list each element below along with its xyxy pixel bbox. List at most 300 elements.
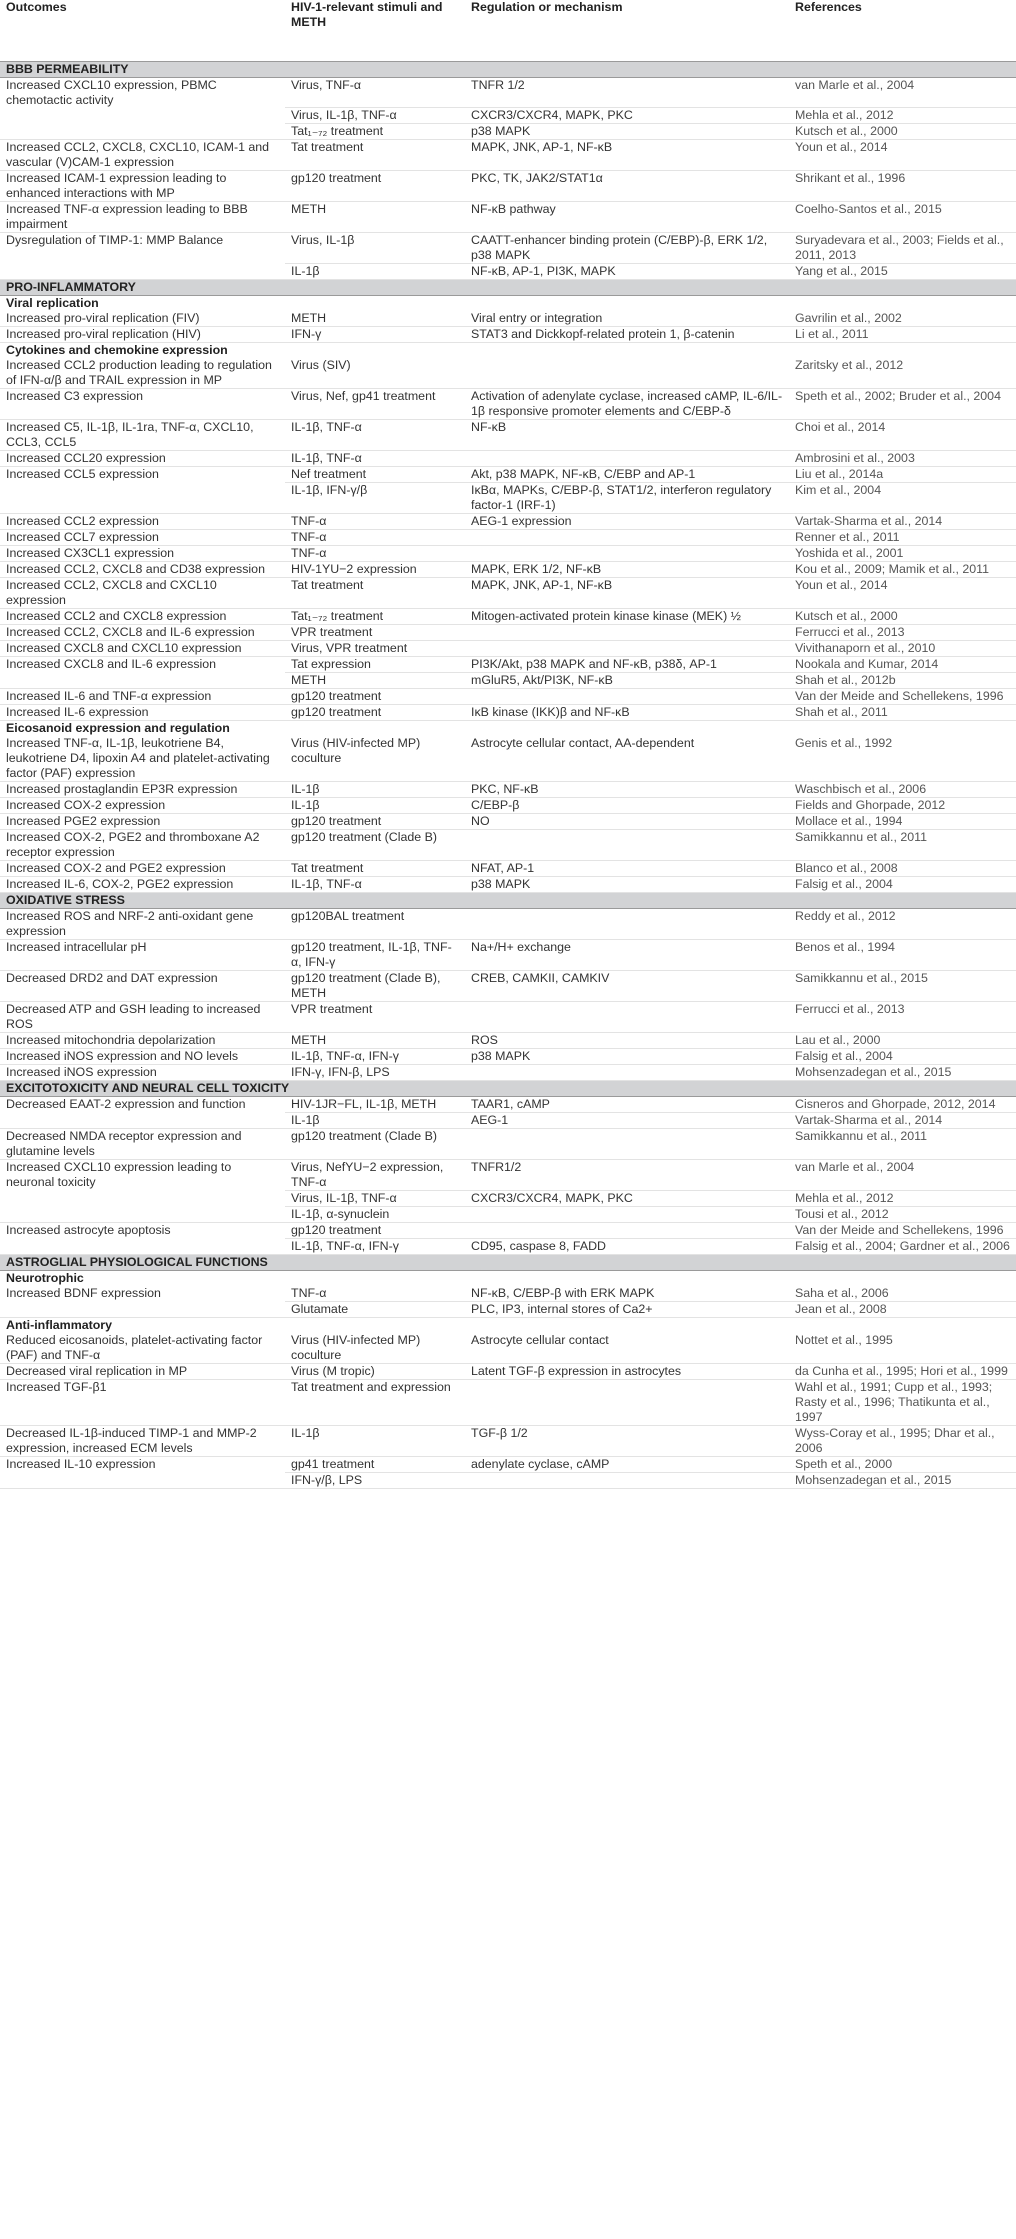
outcome-cell: Decreased viral replication in MP — [0, 1364, 285, 1380]
stimuli-cell: Virus (HIV-infected MP) coculture — [285, 736, 465, 782]
mechanism-cell — [465, 625, 789, 641]
reference-cell: Mohsenzadegan et al., 2015 — [789, 1065, 1016, 1081]
section-title: EXCITOTOXICITY AND NEURAL CELL TOXICITY — [0, 1081, 1016, 1097]
table-row — [0, 1473, 1016, 1489]
outcome-cell: Decreased IL-1β-induced TIMP-1 and MMP-2 expression, increased ECM levels — [0, 1426, 285, 1457]
table-row — [0, 1239, 1016, 1255]
reference-cell: Renner et al., 2011 — [789, 530, 1016, 546]
reference-cell: Speth et al., 2000 — [789, 1457, 1016, 1473]
subsection-title: Viral replication — [6, 296, 99, 310]
reference-cell: Waschbisch et al., 2006 — [789, 782, 1016, 798]
table-row — [0, 736, 1016, 782]
reference-cell: Kutsch et al., 2000 — [789, 609, 1016, 625]
mechanism-cell — [465, 1473, 789, 1489]
outcome-cell: Dysregulation of TIMP-1: MMP Balance — [6, 233, 224, 247]
reference-cell: Zaritsky et al., 2012 — [789, 358, 1016, 389]
table-row — [0, 546, 1016, 562]
reference-cell: Fields and Ghorpade, 2012 — [789, 798, 1016, 814]
reference-cell: Coelho-Santos et al., 2015 — [789, 202, 1016, 233]
reference-cell: Kutsch et al., 2000 — [789, 124, 1016, 140]
table-row — [0, 1223, 1016, 1239]
outcome-cell: Increased C3 expression — [0, 389, 285, 420]
reference-cell: Vartak-Sharma et al., 2014 — [789, 514, 1016, 530]
mechanism-cell: NF-κB, C/EBP-β with ERK MAPK — [465, 1286, 789, 1302]
subsection-header-row — [0, 721, 1016, 737]
mechanism-cell: p38 MAPK — [465, 1049, 789, 1065]
table-row — [0, 1049, 1016, 1065]
outcome-cell: Increased iNOS expression and NO levels — [0, 1049, 285, 1065]
stimuli-cell: Virus (HIV-infected MP) coculture — [285, 1333, 465, 1364]
table-row — [0, 609, 1016, 625]
table-row — [0, 877, 1016, 893]
reference-cell: Ferrucci et al., 2013 — [789, 1002, 1016, 1033]
outcome-cell: Increased CCL5 expression — [6, 467, 159, 481]
table-row — [0, 1364, 1016, 1380]
stimuli-cell: IL-1β, TNF-α — [285, 451, 465, 467]
table-row — [0, 264, 1016, 280]
stimuli-cell: gp41 treatment — [285, 1457, 465, 1473]
reference-cell: Cisneros and Ghorpade, 2012, 2014 — [789, 1097, 1016, 1113]
mechanism-cell: AEG-1 expression — [465, 514, 789, 530]
stimuli-cell: Virus, VPR treatment — [285, 641, 465, 657]
outcome-cell: Increased C5, IL-1β, IL-1ra, TNF-α, CXCL10, CCL3, CCL5 — [0, 420, 285, 451]
outcome-cell: Increased CCL2 expression — [0, 514, 285, 530]
stimuli-cell: IL-1β — [285, 1113, 465, 1129]
mechanism-cell — [465, 1129, 789, 1160]
table-row — [0, 861, 1016, 877]
header-references: References — [789, 0, 1016, 61]
stimuli-cell: IL-1β — [285, 798, 465, 814]
outcome-cell: Increased pro-viral replication (FIV) — [0, 311, 285, 327]
outcome-cell — [0, 1473, 285, 1489]
reference-cell: Nookala and Kumar, 2014 — [789, 657, 1016, 673]
table-row — [0, 1097, 1016, 1113]
stimuli-cell: gp120 treatment (Clade B) — [285, 1129, 465, 1160]
table-row — [0, 233, 1016, 264]
table-row — [0, 1065, 1016, 1081]
section-header-row — [0, 1255, 1016, 1271]
stimuli-cell: Nef treatment — [285, 467, 465, 483]
outcome-cell: Decreased EAAT-2 expression and function — [6, 1097, 246, 1111]
reference-cell: Liu et al., 2014a — [789, 467, 1016, 483]
mechanism-cell: CREB, CAMKII, CAMKIV — [465, 971, 789, 1002]
stimuli-cell: gp120BAL treatment — [285, 909, 465, 940]
table-row — [0, 1207, 1016, 1223]
section-title: ASTROGLIAL PHYSIOLOGICAL FUNCTIONS — [0, 1255, 1016, 1271]
mechanism-cell: p38 MAPK — [465, 877, 789, 893]
mechanism-cell: CAATT-enhancer binding protein (C/EBP)-β, ERK 1/2, p38 MAPK — [465, 233, 789, 264]
table-row — [0, 1113, 1016, 1129]
reference-cell: Shrikant et al., 1996 — [789, 171, 1016, 202]
outcome-cell: Decreased DRD2 and DAT expression — [0, 971, 285, 1002]
stimuli-cell: Tat treatment and expression — [285, 1380, 465, 1426]
table-row — [0, 202, 1016, 233]
mechanism-cell — [465, 1223, 789, 1239]
mechanism-cell: Astrocyte cellular contact — [465, 1333, 789, 1364]
table-row — [0, 1380, 1016, 1426]
stimuli-cell: gp120 treatment — [285, 814, 465, 830]
subsection-title: Eicosanoid expression and regulation — [6, 721, 230, 735]
mechanism-cell: mGluR5, Akt/PI3K, NF-κB — [465, 673, 789, 689]
reference-cell: van Marle et al., 2004 — [789, 1160, 1016, 1191]
reference-cell: Choi et al., 2014 — [789, 420, 1016, 451]
reference-cell: Van der Meide and Schellekens, 1996 — [789, 1223, 1016, 1239]
table-row — [0, 782, 1016, 798]
table-row — [0, 530, 1016, 546]
reference-cell: Samikkannu et al., 2015 — [789, 971, 1016, 1002]
reference-cell: Yoshida et al., 2001 — [789, 546, 1016, 562]
table-row — [0, 940, 1016, 971]
table-row — [0, 705, 1016, 721]
mechanism-cell: NO — [465, 814, 789, 830]
reference-cell: Genis et al., 1992 — [789, 736, 1016, 782]
stimuli-cell: HIV-1YU−2 expression — [285, 562, 465, 578]
mechanism-cell: PKC, TK, JAK2/STAT1α — [465, 171, 789, 202]
stimuli-cell: Virus (M tropic) — [285, 1364, 465, 1380]
table-row — [0, 358, 1016, 389]
reference-cell: van Marle et al., 2004 — [789, 77, 1016, 108]
table-row — [0, 1302, 1016, 1318]
subsection-title: Cytokines and chemokine expression — [6, 343, 228, 357]
stimuli-cell: gp120 treatment — [285, 705, 465, 721]
outcome-cell — [0, 673, 285, 689]
stimuli-cell: Tat treatment — [285, 578, 465, 609]
outcome-cell: Increased pro-viral replication (HIV) — [0, 327, 285, 343]
section-header-row — [0, 893, 1016, 909]
table-row — [0, 514, 1016, 530]
stimuli-cell: IL-1β, TNF-α, IFN-γ — [285, 1239, 465, 1255]
stimuli-cell: gp120 treatment (Clade B), METH — [285, 971, 465, 1002]
reference-cell: Ambrosini et al., 2003 — [789, 451, 1016, 467]
stimuli-cell: Virus, IL-1β, TNF-α — [285, 1191, 465, 1207]
stimuli-cell: IL-1β, IFN-γ/β — [285, 483, 465, 514]
outcome-cell: Increased TGF-β1 — [0, 1380, 285, 1426]
stimuli-cell: VPR treatment — [285, 625, 465, 641]
reference-cell: Kou et al., 2009; Mamik et al., 2011 — [789, 562, 1016, 578]
reference-cell: Youn et al., 2014 — [789, 140, 1016, 171]
header-stimuli: HIV-1-relevant stimuli and METH — [285, 0, 465, 61]
outcome-cell: Increased CCL2, CXCL8 and CXCL10 expression — [0, 578, 285, 609]
stimuli-cell: METH — [285, 673, 465, 689]
mechanism-cell — [465, 830, 789, 861]
stimuli-cell: HIV-1JR−FL, IL-1β, METH — [285, 1097, 465, 1113]
table-row — [0, 673, 1016, 689]
mechanism-cell — [465, 546, 789, 562]
table-body — [0, 61, 1016, 1489]
mechanism-cell: NFAT, AP-1 — [465, 861, 789, 877]
stimuli-cell: Virus (SIV) — [285, 358, 465, 389]
mechanism-cell: Activation of adenylate cyclase, increased cAMP, IL-6/IL-1β responsive promoter elements and C/EBP-δ — [465, 389, 789, 420]
outcome-cell: Increased iNOS expression — [0, 1065, 285, 1081]
mechanism-cell: Viral entry or integration — [465, 311, 789, 327]
mechanism-cell: PLC, IP3, internal stores of Ca2+ — [465, 1302, 789, 1318]
reference-cell: da Cunha et al., 1995; Hori et al., 1999 — [789, 1364, 1016, 1380]
mechanism-cell — [465, 1207, 789, 1223]
stimuli-cell: gp120 treatment, IL-1β, TNF-α, IFN-γ — [285, 940, 465, 971]
mechanism-cell: C/EBP-β — [465, 798, 789, 814]
table-row — [0, 389, 1016, 420]
reference-cell: Reddy et al., 2012 — [789, 909, 1016, 940]
table-row — [0, 124, 1016, 140]
reference-cell: Yang et al., 2015 — [789, 264, 1016, 280]
outcome-cell: Increased CXCL8 and IL-6 expression — [6, 657, 217, 671]
mechanism-cell: Mitogen-activated protein kinase kinase (MEK) ½ — [465, 609, 789, 625]
mechanism-cell — [465, 451, 789, 467]
table-row — [0, 578, 1016, 609]
stimuli-cell: VPR treatment — [285, 1002, 465, 1033]
stimuli-cell: TNF-α — [285, 546, 465, 562]
outcome-cell: Increased CXCL8 and CXCL10 expression — [0, 641, 285, 657]
stimuli-cell: IL-1β, α-synuclein — [285, 1207, 465, 1223]
stimuli-cell: METH — [285, 1033, 465, 1049]
reference-cell: Youn et al., 2014 — [789, 578, 1016, 609]
reference-cell: Benos et al., 1994 — [789, 940, 1016, 971]
reference-cell: Shah et al., 2012b — [789, 673, 1016, 689]
table-row — [0, 657, 1016, 673]
stimuli-cell: TNF-α — [285, 1286, 465, 1302]
reference-cell: Shah et al., 2011 — [789, 705, 1016, 721]
table-row — [0, 1191, 1016, 1207]
table-row — [0, 1457, 1016, 1473]
stimuli-cell: Tat treatment — [285, 140, 465, 171]
reference-cell: Van der Meide and Schellekens, 1996 — [789, 689, 1016, 705]
mechanism-cell — [465, 1065, 789, 1081]
subsection-title: Anti-inflammatory — [6, 1318, 113, 1332]
reference-cell: Mehla et al., 2012 — [789, 108, 1016, 124]
outcome-cell: Increased intracellular pH — [0, 940, 285, 971]
mechanism-cell: TNFR1/2 — [465, 1160, 789, 1191]
outcome-cell — [0, 124, 285, 140]
outcome-cell: Increased mitochondria depolarization — [0, 1033, 285, 1049]
table-row — [0, 641, 1016, 657]
table-row — [0, 1033, 1016, 1049]
outcome-cell — [0, 1207, 285, 1223]
mechanism-cell: Akt, p38 MAPK, NF-κB, C/EBP and AP-1 — [465, 467, 789, 483]
reference-cell: Gavrilin et al., 2002 — [789, 311, 1016, 327]
outcome-cell: Decreased ATP and GSH leading to increased ROS — [0, 1002, 285, 1033]
table-row — [0, 1129, 1016, 1160]
reference-cell: Ferrucci et al., 2013 — [789, 625, 1016, 641]
stimuli-cell: IL-1β — [285, 782, 465, 798]
table-header — [0, 0, 1016, 61]
reference-cell: Falsig et al., 2004 — [789, 877, 1016, 893]
stimuli-cell: METH — [285, 311, 465, 327]
mechanism-cell: Na+/H+ exchange — [465, 940, 789, 971]
stimuli-cell: IFN-γ/β, LPS — [285, 1473, 465, 1489]
mechanism-cell: STAT3 and Dickkopf-related protein 1, β-catenin — [465, 327, 789, 343]
table-row — [0, 451, 1016, 467]
table-row — [0, 140, 1016, 171]
reference-cell: Mohsenzadegan et al., 2015 — [789, 1473, 1016, 1489]
header-row — [0, 0, 1016, 61]
mechanism-cell — [465, 530, 789, 546]
subsection-header-row — [0, 1271, 1016, 1287]
outcome-cell — [0, 483, 285, 514]
mechanism-cell: NF-κB, AP-1, PI3K, MAPK — [465, 264, 789, 280]
outcome-cell: Increased COX-2 and PGE2 expression — [0, 861, 285, 877]
mechanism-cell: CD95, caspase 8, FADD — [465, 1239, 789, 1255]
subsection-title: Neurotrophic — [6, 1271, 84, 1285]
reference-cell: Samikkannu et al., 2011 — [789, 830, 1016, 861]
outcome-cell — [0, 1239, 285, 1255]
outcome-cell: Decreased NMDA receptor expression and glutamine levels — [0, 1129, 285, 1160]
outcome-cell: Increased CX3CL1 expression — [0, 546, 285, 562]
outcome-cell: Increased ROS and NRF-2 anti-oxidant gene expression — [0, 909, 285, 940]
reference-cell: Li et al., 2011 — [789, 327, 1016, 343]
reference-cell: Kim et al., 2004 — [789, 483, 1016, 514]
section-title: OXIDATIVE STRESS — [0, 893, 1016, 909]
stimuli-cell: Virus, NefYU−2 expression, TNF-α — [285, 1160, 465, 1191]
outcome-cell: Increased CCL2 and CXCL8 expression — [0, 609, 285, 625]
mechanism-cell: ROS — [465, 1033, 789, 1049]
mechanism-cell: Astrocyte cellular contact, AA-dependent — [465, 736, 789, 782]
mechanism-cell: AEG-1 — [465, 1113, 789, 1129]
reference-cell: Mollace et al., 1994 — [789, 814, 1016, 830]
mechanism-cell: MAPK, JNK, AP-1, NF-κB — [465, 140, 789, 171]
mechanism-cell: MAPK, JNK, AP-1, NF-κB — [465, 578, 789, 609]
outcome-cell: Increased astrocyte apoptosis — [6, 1223, 171, 1237]
outcome-cell: Increased CCL2, CXCL8 and CD38 expression — [0, 562, 285, 578]
reference-cell: Vartak-Sharma et al., 2014 — [789, 1113, 1016, 1129]
table-row — [0, 1160, 1016, 1191]
stimuli-cell: IL-1β — [285, 264, 465, 280]
mechanism-cell: CXCR3/CXCR4, MAPK, PKC — [465, 1191, 789, 1207]
table-row — [0, 689, 1016, 705]
outcome-cell — [0, 1302, 285, 1318]
reference-cell: Vivithanaporn et al., 2010 — [789, 641, 1016, 657]
mechanism-cell: TNFR 1/2 — [465, 77, 789, 108]
stimuli-cell: Virus, IL-1β — [285, 233, 465, 264]
stimuli-cell: Glutamate — [285, 1302, 465, 1318]
stimuli-cell: gp120 treatment — [285, 171, 465, 202]
stimuli-cell: TNF-α — [285, 530, 465, 546]
outcome-cell: Increased TNF-α, IL-1β, leukotriene B4, leukotriene D4, lipoxin A4 and platelet-activating factor (PAF) expression — [0, 736, 285, 782]
outcome-cell: Increased CXCL10 expression, PBMC chemotactic activity — [6, 77, 217, 107]
table-row — [0, 909, 1016, 940]
table-row — [0, 327, 1016, 343]
table-row — [0, 420, 1016, 451]
table-row — [0, 1333, 1016, 1364]
outcome-cell: Increased COX-2 expression — [0, 798, 285, 814]
reference-cell: Tousi et al., 2012 — [789, 1207, 1016, 1223]
table-row — [0, 971, 1016, 1002]
stimuli-cell: IL-1β, TNF-α — [285, 877, 465, 893]
table-row — [0, 311, 1016, 327]
mechanism-cell: Latent TGF-β expression in astrocytes — [465, 1364, 789, 1380]
stimuli-cell: METH — [285, 202, 465, 233]
table-row — [0, 77, 1016, 108]
outcome-cell: Increased COX-2, PGE2 and thromboxane A2 receptor expression — [0, 830, 285, 861]
section-title: BBB PERMEABILITY — [0, 61, 1016, 77]
mechanism-cell: adenylate cyclase, cAMP — [465, 1457, 789, 1473]
table-row — [0, 830, 1016, 861]
table-row — [0, 171, 1016, 202]
table-row — [0, 625, 1016, 641]
stimuli-cell: Tat treatment — [285, 861, 465, 877]
outcome-cell — [0, 264, 285, 280]
stimuli-cell: Tat₁₋₇₂ treatment — [285, 124, 465, 140]
stimuli-cell: Virus, Nef, gp41 treatment — [285, 389, 465, 420]
reference-cell: Nottet et al., 1995 — [789, 1333, 1016, 1364]
mechanism-cell — [465, 909, 789, 940]
mechanism-cell: IκBα, MAPKs, C/EBP-β, STAT1/2, interferon regulatory factor-1 (IRF-1) — [465, 483, 789, 514]
outcome-cell: Increased CCL7 expression — [0, 530, 285, 546]
reference-cell: Blanco et al., 2008 — [789, 861, 1016, 877]
outcome-cell: Increased IL-6 and TNF-α expression — [0, 689, 285, 705]
stimuli-cell: gp120 treatment (Clade B) — [285, 830, 465, 861]
mechanism-cell: IκB kinase (IKK)β and NF-κB — [465, 705, 789, 721]
mechanism-cell: CXCR3/CXCR4, MAPK, PKC — [465, 108, 789, 124]
outcome-cell: Reduced eicosanoids, platelet-activating factor (PAF) and TNF-α — [0, 1333, 285, 1364]
table-row — [0, 467, 1016, 483]
mechanism-cell — [465, 1380, 789, 1426]
reference-cell: Falsig et al., 2004 — [789, 1049, 1016, 1065]
stimuli-cell: Tat₁₋₇₂ treatment — [285, 609, 465, 625]
subsection-header-row — [0, 343, 1016, 359]
table-row — [0, 483, 1016, 514]
header-outcomes: Outcomes — [0, 0, 285, 61]
stimuli-cell: Tat expression — [285, 657, 465, 673]
mechanism-cell: PKC, NF-κB — [465, 782, 789, 798]
outcome-cell: Increased CXCL10 expression leading to neuronal toxicity — [6, 1160, 232, 1189]
stimuli-cell: gp120 treatment — [285, 689, 465, 705]
mechanism-cell: TGF-β 1/2 — [465, 1426, 789, 1457]
reference-cell: Suryadevara et al., 2003; Fields et al., 2011, 2013 — [789, 233, 1016, 264]
header-mechanism: Regulation or mechanism — [465, 0, 789, 61]
mechanism-cell — [465, 641, 789, 657]
reference-cell: Falsig et al., 2004; Gardner et al., 2006 — [789, 1239, 1016, 1255]
outcome-cell: Increased BDNF expression — [6, 1286, 161, 1300]
reference-cell: Lau et al., 2000 — [789, 1033, 1016, 1049]
stimuli-cell: TNF-α — [285, 514, 465, 530]
reference-cell: Speth et al., 2002; Bruder et al., 2004 — [789, 389, 1016, 420]
section-header-row — [0, 61, 1016, 77]
reference-cell: Wyss-Coray et al., 1995; Dhar et al., 2006 — [789, 1426, 1016, 1457]
outcome-cell — [0, 1191, 285, 1207]
mechanism-cell: TAAR1, cAMP — [465, 1097, 789, 1113]
mechanism-cell: PI3K/Akt, p38 MAPK and NF-κB, p38δ, AP-1 — [465, 657, 789, 673]
table-row — [0, 1426, 1016, 1457]
outcome-cell — [0, 108, 285, 124]
table-row — [0, 814, 1016, 830]
stimuli-cell: Virus, TNF-α — [285, 77, 465, 108]
outcome-cell: Increased PGE2 expression — [0, 814, 285, 830]
mechanism-cell: p38 MAPK — [465, 124, 789, 140]
reference-cell: Saha et al., 2006 — [789, 1286, 1016, 1302]
section-header-row — [0, 280, 1016, 296]
table-row — [0, 798, 1016, 814]
mechanism-cell — [465, 358, 789, 389]
section-title: PRO-INFLAMMATORY — [0, 280, 1016, 296]
outcome-cell: Increased TNF-α expression leading to BBB impairment — [0, 202, 285, 233]
stimuli-cell: IFN-γ, IFN-β, LPS — [285, 1065, 465, 1081]
outcome-cell: Increased CCL2, CXCL8 and IL-6 expression — [0, 625, 285, 641]
mechanism-cell — [465, 689, 789, 705]
stimuli-cell: Virus, IL-1β, TNF-α — [285, 108, 465, 124]
mechanism-cell: NF-κB pathway — [465, 202, 789, 233]
outcome-cell: Increased CCL2 production leading to regulation of IFN-α/β and TRAIL expression in MP — [0, 358, 285, 389]
mechanism-cell: MAPK, ERK 1/2, NF-κB — [465, 562, 789, 578]
stimuli-cell: IFN-γ — [285, 327, 465, 343]
reference-cell: Samikkannu et al., 2011 — [789, 1129, 1016, 1160]
stimuli-cell: IL-1β, TNF-α, IFN-γ — [285, 1049, 465, 1065]
outcome-cell: Increased ICAM-1 expression leading to enhanced interactions with MP — [0, 171, 285, 202]
outcome-cell — [0, 1113, 285, 1129]
stimuli-cell: gp120 treatment — [285, 1223, 465, 1239]
reference-cell: Mehla et al., 2012 — [789, 1191, 1016, 1207]
table-row — [0, 108, 1016, 124]
outcome-cell: Increased prostaglandin EP3R expression — [0, 782, 285, 798]
